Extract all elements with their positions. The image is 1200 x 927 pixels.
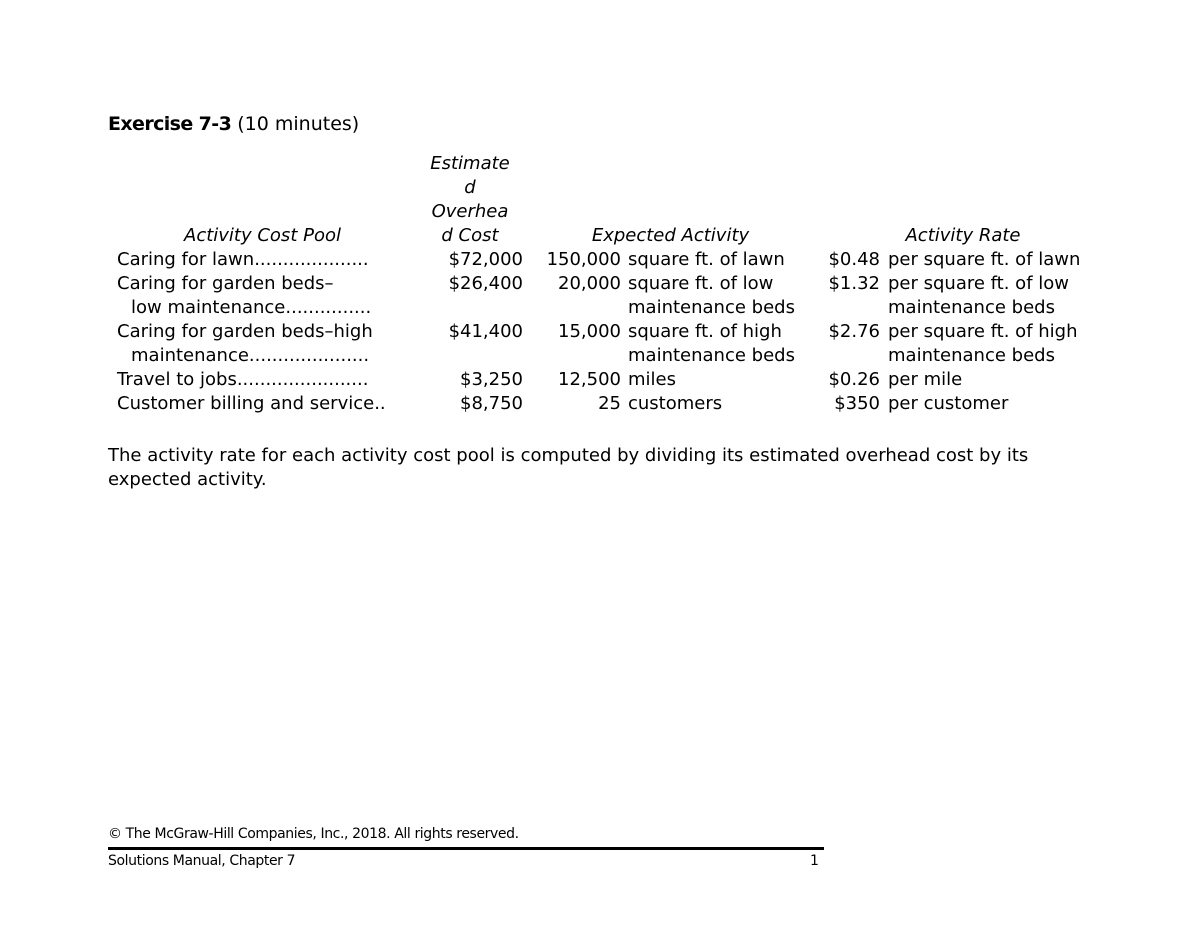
per-cell bbox=[888, 320, 1108, 368]
explanation-paragraph: The activity rate for each activity cost pool is computed by dividing its estimated overhead cost by its expected activity. bbox=[108, 445, 1029, 490]
per-cell bbox=[888, 272, 1108, 320]
exercise-duration: (10 minutes) bbox=[231, 113, 360, 135]
footer-page-number: 1 bbox=[810, 853, 819, 869]
quantity-cell: 12,500 bbox=[558, 369, 621, 390]
unit-cell bbox=[628, 320, 818, 368]
rate-cell: $350 bbox=[834, 393, 880, 414]
rate-cell: $1.32 bbox=[828, 273, 880, 294]
cost-cell: $41,400 bbox=[448, 321, 523, 342]
pool-cell bbox=[108, 320, 417, 368]
table-row bbox=[108, 320, 1108, 368]
header-cost-line: Overhea bbox=[431, 201, 509, 222]
per-line: per square ft. of high bbox=[888, 321, 1078, 342]
unit-cell bbox=[628, 272, 818, 320]
unit-line: square ft. of high bbox=[628, 321, 782, 342]
header-activity-rate: Activity Rate bbox=[905, 225, 1021, 246]
quantity-cell: 20,000 bbox=[558, 273, 621, 294]
pool-cell bbox=[108, 392, 417, 416]
per-cell bbox=[888, 248, 1108, 272]
table-row bbox=[108, 392, 1108, 416]
rate-cell: $2.76 bbox=[828, 321, 880, 342]
table-body bbox=[108, 248, 1108, 416]
unit-line: miles bbox=[628, 369, 676, 390]
table-row bbox=[108, 368, 1108, 392]
quantity-cell: 25 bbox=[598, 393, 621, 414]
exercise-title bbox=[108, 112, 359, 136]
exercise-number: Exercise 7-3 bbox=[108, 113, 232, 135]
pool-name: Caring for lawn.................... bbox=[117, 249, 369, 270]
cost-cell: $72,000 bbox=[448, 249, 523, 270]
per-line: per square ft. of low bbox=[888, 273, 1069, 294]
unit-line: customers bbox=[628, 393, 723, 414]
unit-cell bbox=[628, 368, 818, 392]
per-cell bbox=[888, 368, 1108, 392]
header-activity-cost-pool: Activity Cost Pool bbox=[184, 225, 341, 246]
header-estimated-overhead-cost bbox=[417, 152, 523, 248]
cost-cell: $8,750 bbox=[460, 393, 523, 414]
header-cost-line: d Cost bbox=[441, 225, 499, 246]
unit-line: square ft. of lawn bbox=[628, 249, 785, 270]
unit-line: square ft. of low bbox=[628, 273, 774, 294]
header-expected-activity: Expected Activity bbox=[591, 225, 750, 246]
table-row bbox=[108, 248, 1108, 272]
footer-chapter: Solutions Manual, Chapter 7 bbox=[108, 853, 296, 869]
quantity-cell: 15,000 bbox=[558, 321, 621, 342]
table-row bbox=[108, 272, 1108, 320]
rate-cell: $0.48 bbox=[828, 249, 880, 270]
pool-name: Customer billing and service.. bbox=[117, 393, 386, 414]
per-line: per mile bbox=[888, 369, 963, 390]
header-cost-line: d bbox=[464, 177, 476, 198]
cost-cell: $26,400 bbox=[448, 273, 523, 294]
footer-copyright: © The McGraw-Hill Companies, Inc., 2018. All rights reserved. bbox=[108, 826, 519, 842]
cost-cell: $3,250 bbox=[460, 369, 523, 390]
per-cell bbox=[888, 392, 1108, 416]
rate-cell: $0.26 bbox=[828, 369, 880, 390]
quantity-cell: 150,000 bbox=[546, 249, 621, 270]
per-line: per square ft. of lawn bbox=[888, 249, 1081, 270]
per-line: maintenance beds bbox=[888, 297, 1055, 318]
pool-cell bbox=[108, 368, 417, 392]
unit-line: maintenance beds bbox=[628, 297, 795, 318]
pool-name-continued: low maintenance............... bbox=[131, 297, 372, 318]
pool-cell bbox=[108, 272, 417, 320]
unit-cell bbox=[628, 392, 818, 416]
header-cost-line: Estimate bbox=[430, 153, 510, 174]
unit-cell bbox=[628, 248, 818, 272]
table-header bbox=[108, 152, 1108, 248]
per-line: per customer bbox=[888, 393, 1009, 414]
per-line: maintenance beds bbox=[888, 345, 1055, 366]
activity-rate-table bbox=[108, 152, 1108, 416]
pool-name-continued: maintenance..................... bbox=[131, 345, 370, 366]
pool-name: Caring for garden beds– bbox=[117, 273, 334, 294]
pool-name: Caring for garden beds–high bbox=[117, 321, 373, 342]
unit-line: maintenance beds bbox=[628, 345, 795, 366]
pool-cell bbox=[108, 248, 417, 272]
pool-name: Travel to jobs....................... bbox=[117, 369, 369, 390]
header-row bbox=[108, 152, 1108, 248]
footer-divider bbox=[108, 847, 824, 850]
